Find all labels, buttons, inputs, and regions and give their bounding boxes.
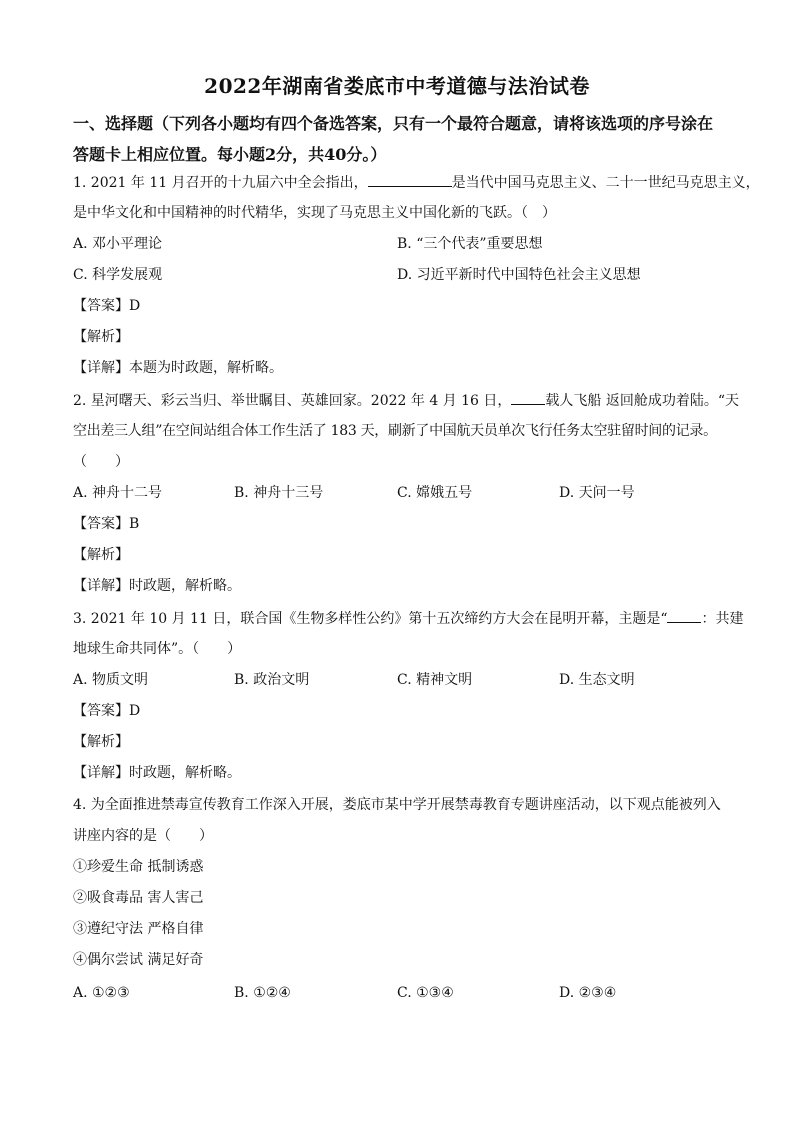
- q2-option-d: D. 天问一号: [559, 485, 635, 501]
- q3-stem-line-2: 地球生命共同体”。（ ）: [73, 641, 242, 657]
- q4-item-4: ④偶尔尝试 满足好奇: [73, 952, 204, 968]
- q1-option-b: B. “三个代表”重要思想: [397, 236, 543, 252]
- q4-item-1: ①珍爱生命 抵制诱惑: [73, 859, 204, 875]
- q2-option-a: A. 神舟十二号: [73, 485, 163, 501]
- q3-option-d: D. 生态文明: [559, 672, 635, 688]
- q2-answer: 【答案】B: [73, 516, 140, 532]
- q4-option-d: D. ②③④: [559, 985, 617, 1001]
- q4-option-b: B. ①②④: [234, 985, 291, 1001]
- q2-stem-line-1: [73, 390, 739, 411]
- q4-item-2: ②吸食毒品 害人害己: [73, 890, 204, 906]
- q3-analysis: 【解析】: [73, 734, 129, 750]
- q4-stem-line-1: 4. 为全面推进禁毒宣传教育工作深入开展，娄底市某中学开展禁毒教育专题讲座活动，以下观点能被列入: [73, 797, 721, 813]
- q4-stem-line-2: 讲座内容的是（ ）: [73, 828, 213, 844]
- q1-stem-line-2: 是中华文化和中国精神的时代精华，实现了马克思主义中国化新的飞跃。（ ）: [73, 205, 556, 221]
- q2-analysis: 【解析】: [73, 547, 129, 563]
- q4-option-c: C. ①③④: [397, 985, 454, 1001]
- q1-stem-part-a: 1. 2021 年 11 月召开的十九届六中全会指出，: [73, 175, 368, 191]
- q2-stem-line-2: 空出差三人组”在空间站组合体工作生活了 183 天，刷新了中国航天员单次飞行任务太空驻留时间的记录。: [73, 423, 717, 439]
- q1-analysis: 【解析】: [73, 329, 129, 345]
- q3-stem-part-b: ：共建: [701, 611, 744, 627]
- q1-stem-line-1: [73, 172, 760, 193]
- q2-option-c: C. 嫦娥五号: [397, 485, 473, 501]
- q2-stem-part-b: 载人飞船 返回舱成功着陆。“天: [545, 393, 740, 409]
- q3-stem-part-a: 3. 2021 年 10 月 11 日，联合国《生物多样性公约》第十五次缔约方大会在昆明开幕，主题是“: [73, 611, 668, 627]
- q3-option-b: B. 政治文明: [234, 672, 310, 688]
- q4-item-3: ③遵纪守法 严格自律: [73, 921, 204, 937]
- q2-option-b: B. 神舟十三号: [234, 485, 324, 501]
- q2-answer-blank: [511, 390, 545, 405]
- q1-option-d: D. 习近平新时代中国特色社会主义思想: [397, 267, 641, 283]
- q2-stem-line-3: （ ）: [73, 454, 129, 470]
- q1-option-c: C. 科学发展观: [73, 267, 163, 283]
- q1-stem-part-b: 是当代中国马克思主义、二十一世纪马克思主义，: [451, 175, 760, 191]
- q1-answer-blank: [368, 172, 452, 187]
- q3-option-a: A. 物质文明: [73, 672, 149, 688]
- q3-stem-line-1: [73, 608, 743, 629]
- q3-answer-blank: [667, 608, 701, 623]
- q1-option-a: A. 邓小平理论: [73, 236, 163, 252]
- section-heading: [73, 108, 723, 170]
- q3-detail: 【详解】时政题，解析略。: [73, 765, 241, 781]
- section-heading-line-2: 答题卡上相应位置。每小题2分，共40分。）: [73, 145, 387, 164]
- q2-detail: 【详解】时政题，解析略。: [73, 578, 241, 594]
- q3-answer: 【答案】D: [73, 703, 141, 719]
- q2-stem-part-a: 2. 星河曙天、彩云当归、举世瞩目、英雄回家。2022 年 4 月 16 日，: [73, 393, 512, 409]
- exam-title: 2022年湖南省娄底市中考道德与法治试卷: [204, 74, 590, 98]
- section-heading-line-1: 一、选择题（下列各小题均有四个备选答案，只有一个最符合题意，请将该选项的序号涂在: [73, 114, 714, 133]
- q3-option-c: C. 精神文明: [397, 672, 473, 688]
- q1-detail: 【详解】本题为时政题，解析略。: [73, 360, 283, 376]
- q1-answer: 【答案】D: [73, 298, 141, 314]
- q4-option-a: A. ①②③: [73, 985, 130, 1001]
